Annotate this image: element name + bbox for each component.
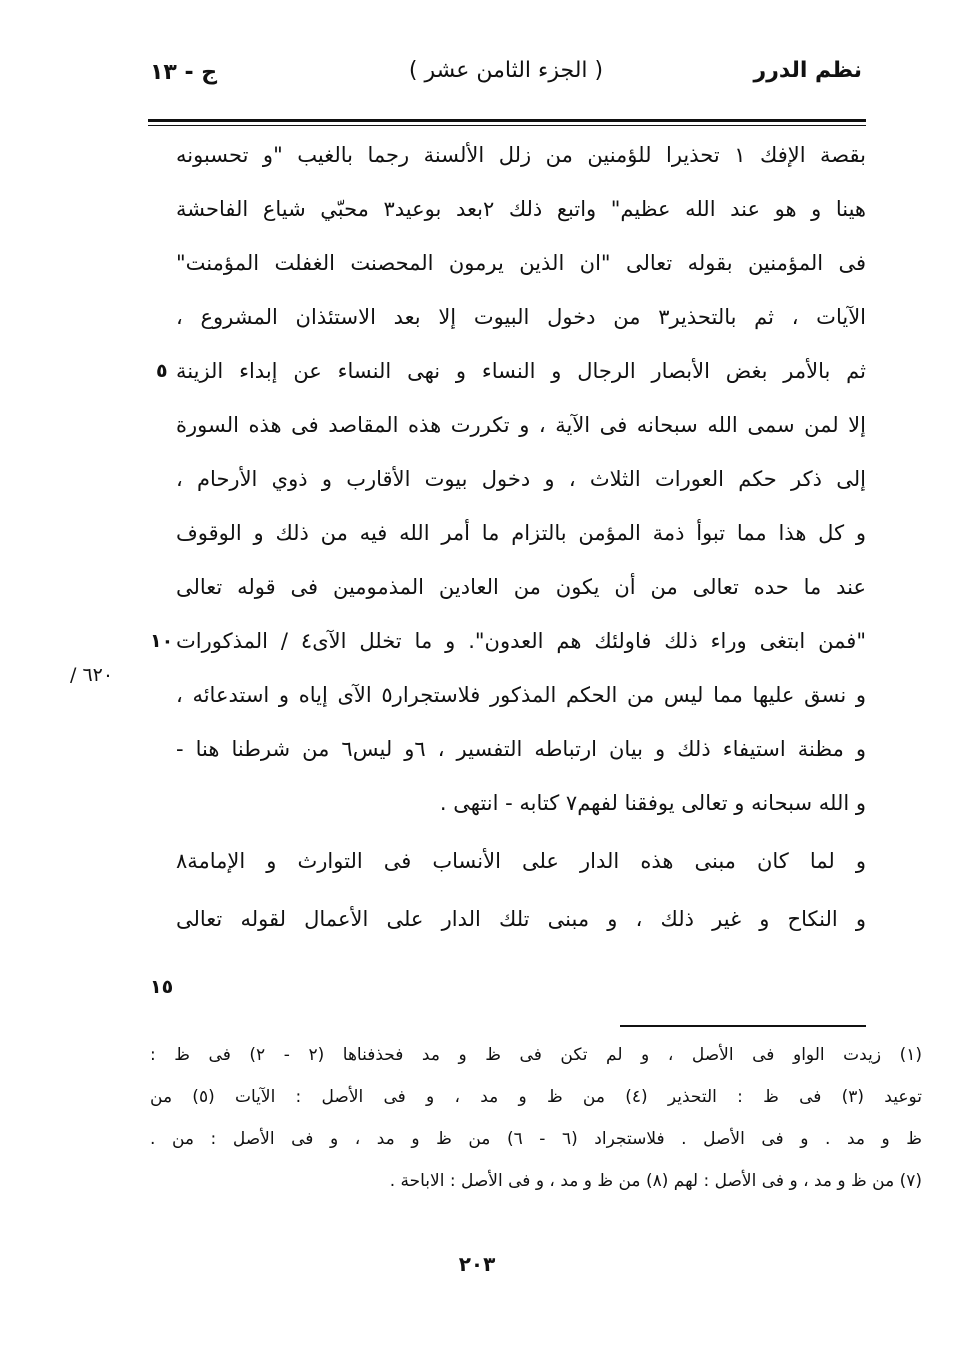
text-line: الآيات ، ثم بالتحذير٣ من دخول البيوت إلا بعد الاستئذان المشروع ،	[176, 305, 867, 329]
text-line: إلى ذكر حكم العورات الثلاث ، و دخول بيوت الأقارب و ذوي الأرحام ،	[176, 467, 866, 491]
text-line: إلا لمن سمى الله سبحانه فى الآية ، و تكررت هذه المقاصد فى هذه السورة	[176, 413, 866, 437]
footnotes	[150, 1034, 922, 1202]
text-line: و لما كان مبنى هذه الدار على الأنساب فى التوارث و الإمامة٨	[176, 849, 866, 873]
header-rule	[148, 119, 866, 122]
text-line: و مظنة استيفاء ذلك و بيان ارتباطه التفسير ، ٦و ليس٦ من شرطنا هنا -	[176, 737, 866, 761]
text-line: و الله سبحانه و تعالى يوفقنا لفهم٧ كتابه - انتهى .	[439, 791, 866, 815]
text-line: عند ما حده تعالى من أن يكون من العادين المذمومين فى قوله تعالى	[176, 575, 866, 599]
text-line: فى المؤمنين بقوله تعالى "ان الذين يرمون المحصنت الغفلت المؤمنت"	[176, 251, 866, 275]
text-line: ثم بالأمر بغض الأبصار الرجال و النساء و نهى النساء عن إبداء الزينة	[176, 359, 866, 383]
page-number: ٢٠٣	[458, 1252, 496, 1276]
header-rule-thin	[148, 125, 866, 126]
part-title: ( الجزء الثامن عشر )	[408, 58, 604, 83]
footnote-line: توعيد (٣) فى ظ : التحذير (٤) من ظ و مد ، و فى الأصل : الآيات (٥) من	[150, 1087, 922, 1107]
volume-reference: ج - ١٣	[150, 60, 218, 85]
text-line: "فمن ابتغى وراء ذلك فاولئك هم العدون". و ما تخلل الآى٤ / المذكورات	[176, 629, 866, 653]
text-line: و نسق عليها مما ليس من الحكم المذكور فلاستجرار٥ الآى إياه و استدعائه ،	[176, 683, 866, 707]
text-line: بقصة الإفك ١ تحذيرا للؤمنين من زلل الألسنة رجما بالغيب "و تحسبونه	[176, 143, 866, 167]
main-text	[176, 128, 866, 946]
footnote-rule	[620, 1025, 866, 1027]
line-number-10: ١٠	[150, 630, 174, 652]
footnote-line: ظ و مد . و فى الأصل . فلاستجراد (٦ - ٦) من ظ و مد ، و فى الأصل : من .	[150, 1129, 923, 1149]
text-line: هينا و هو عند الله عظيم" واتبع ذلك ٢بعد بوعيد٣ محبّي شياع الفاحشة	[176, 197, 866, 221]
text-line: و النكاح و غير ذلك ، و مبنى تلك الدار على الأعمال لقوله تعالى	[176, 907, 866, 931]
margin-folio-note: ٦٢٠ /	[70, 664, 114, 686]
line-number-15: ١٥	[150, 976, 174, 998]
footnote-line: (١) زيدت الواو فى الأصل ، و لم تكن فى ظ و مد فحذفناها (٢ - ٢) فى ظ :	[150, 1045, 922, 1065]
page-header	[150, 58, 862, 102]
text-line: و كل هذا مما تبوأ ذمة المؤمن بالتزام ما أمر الله فيه من ذلك و الوقوف	[176, 521, 866, 545]
book-title: نظم الدرر	[753, 58, 862, 83]
footnote-line: (٧) من ظ و مد ، و فى الأصل : لهم (٨) من ظ و مد ، و فى الأصل : الاباحة .	[389, 1171, 922, 1191]
line-number-5: ٥	[156, 360, 168, 382]
